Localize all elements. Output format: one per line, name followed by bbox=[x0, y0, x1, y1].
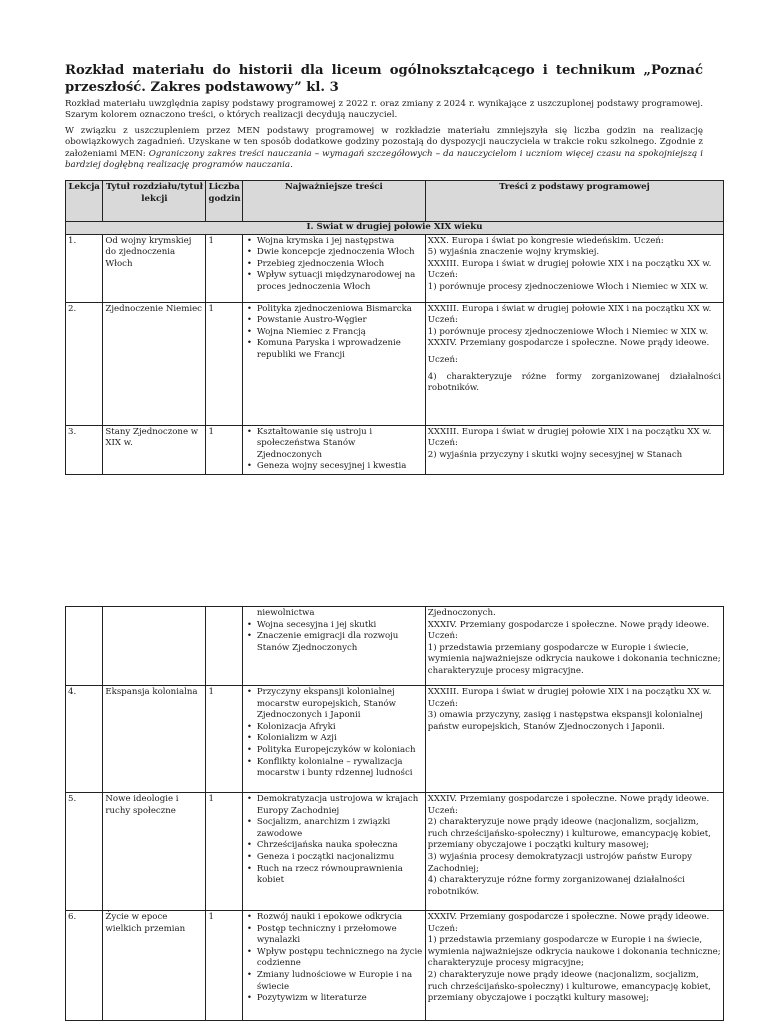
header-hours: Liczba godzin bbox=[206, 181, 242, 222]
header-lesson: Lekcja bbox=[66, 181, 103, 222]
curriculum-line: 4) charakteryzuje różne formy zorganizowanej działalności robotników. bbox=[427, 371, 721, 394]
curriculum-line: Zjednoczonych. bbox=[427, 608, 496, 618]
topic-item: • Wojna secesyjna i jej skutki bbox=[257, 620, 423, 632]
lesson-title: Życie w epoce wielkich przemian bbox=[103, 911, 206, 1021]
curriculum-content bbox=[425, 911, 723, 1021]
lesson-number bbox=[66, 607, 103, 686]
topic-item: • Geneza i początki nacjonalizmu bbox=[257, 852, 423, 864]
topic-continued: niewolnictwa bbox=[256, 608, 315, 618]
table-row bbox=[66, 686, 724, 793]
lesson-hours: 1 bbox=[206, 793, 242, 911]
curriculum-content bbox=[425, 607, 723, 686]
lesson-number: 3. bbox=[66, 425, 103, 474]
main-topics bbox=[242, 234, 425, 302]
lesson-number: 2. bbox=[66, 302, 103, 425]
curriculum-line: 1) przedstawia przemiany gospodarcze w Europie i na świecie, wymienia najważniejsze odkrycia naukowe i dokonania techniczne; charakteryzuje procesy migracyjne; bbox=[427, 935, 721, 969]
table-row bbox=[66, 425, 724, 474]
lesson-hours: 1 bbox=[206, 234, 242, 302]
curriculum-line: 2) charakteryzuje nowe prądy ideowe (nacjonalizm, socjalizm, ruch chrześcijańsko-społeczny) i kulturowe, emancypację kobiet, przemiany obyczajowe i początki kultury masowej; bbox=[427, 969, 711, 1004]
topic-item: • Socjalizm, anarchizm i związki zawodowe bbox=[257, 817, 423, 840]
intro-paragraph-1: Rozkład materiału uwzględnia zapisy podstawy programowej z 2022 r. oraz zmiany z 2024 r. wynikające z uszczuplonej podstawy programowej. Szarym kolorem oznaczono treści, o których realizacji decydują nauczyciel. bbox=[65, 99, 703, 121]
curriculum-content bbox=[425, 234, 723, 302]
curriculum-line: XXXIV. Przemiany gospodarcze i społeczne. Nowe prądy ideowe. Uczeń: bbox=[427, 912, 710, 934]
main-topics bbox=[242, 302, 425, 425]
curriculum-line: 2) charakteryzuje nowe prądy ideowe (nacjonalizm, socjalizm, ruch chrześcijańsko-społeczny) i kulturowe, emancypację kobiet, przemiany obyczajowe i początki kultury masowej; bbox=[427, 817, 711, 851]
lesson-title: Nowe ideologie i ruchy społeczne bbox=[103, 793, 206, 911]
topic-item: • Wpływ postępu technicznego na życie codzienne bbox=[257, 947, 423, 970]
lesson-number: 4. bbox=[66, 686, 103, 793]
lesson-hours: 1 bbox=[206, 302, 242, 425]
lesson-number: 6. bbox=[66, 911, 103, 1021]
topic-list bbox=[245, 912, 423, 1005]
topic-item: • Przebieg zjednoczenia Włoch bbox=[257, 259, 423, 271]
table-row bbox=[66, 911, 724, 1021]
topic-item: • Polityka Europejczyków w koloniach bbox=[257, 745, 423, 757]
lesson-hours bbox=[206, 607, 242, 686]
curriculum-line: XXX. Europa i świat po kongresie wiedeńskim. Uczeń: bbox=[427, 235, 664, 246]
curriculum-line: 1) przedstawia przemiany gospodarcze w Europie i świecie, wymienia najważniejsze odkrycia naukowe i dokonania techniczne; charakteryzuje procesy migracyjne. bbox=[427, 642, 721, 676]
topic-item: • Zmiany ludnościowe w Europie i na świecie bbox=[257, 970, 423, 993]
header-title: Tytuł rozdziału/tytuł lekcji bbox=[103, 181, 206, 222]
lesson-title: Stany Zjednoczone w XIX w. bbox=[103, 425, 206, 474]
section-title: I. Świat w drugiej połowie XIX wieku bbox=[66, 222, 724, 235]
main-topics bbox=[242, 425, 425, 474]
topic-list bbox=[245, 620, 423, 655]
table-row bbox=[66, 302, 724, 425]
curriculum-table-page-2 bbox=[65, 606, 724, 1021]
lesson-hours: 1 bbox=[206, 686, 242, 793]
curriculum-line: XXXIII. Europa i świat w drugiej połowie XIX i na początku XX w. Uczeń: bbox=[427, 303, 712, 326]
header-curriculum: Treści z podstawy programowej bbox=[425, 181, 723, 222]
curriculum-line: XXXIII. Europa i świat w drugiej połowie XIX i na początku XX w. Uczeń: bbox=[427, 687, 712, 709]
curriculum-content bbox=[425, 793, 723, 911]
intro-quote: Ograniczony zakres treści nauczania – wymagań szczegółowych – da nauczycielom i uczniom więcej czasu na spokojniejszą i bardziej dogłębną realizację programów nauczania. bbox=[65, 148, 703, 171]
topic-item: • Wpływ sytuacji międzynarodowej na proces jednoczenia Włoch bbox=[257, 270, 423, 293]
curriculum-line: 1) porównuje procesy zjednoczeniowe Włoch i Niemiec w XIX w. bbox=[427, 326, 709, 337]
topic-item: • Powstanie Austro-Węgier bbox=[257, 315, 423, 327]
topic-item: • Znaczenie emigracji dla rozwoju Stanów Zjednoczonych bbox=[257, 631, 423, 654]
curriculum-line: 5) wyjaśnia znaczenie wojny krymskiej. bbox=[427, 247, 600, 258]
lesson-number: 5. bbox=[66, 793, 103, 911]
curriculum-line: XXXIII. Europa i świat w drugiej połowie XIX i na początku XX w. Uczeń: bbox=[427, 258, 712, 281]
topic-item: • Przyczyny ekspansji kolonialnej mocarstw europejskich, Stanów Zjednoczonych i Japonii bbox=[257, 687, 423, 722]
lesson-hours: 1 bbox=[206, 425, 242, 474]
curriculum-line: XXXIII. Europa i świat w drugiej połowie XIX i na początku XX w. Uczeń: bbox=[427, 426, 712, 449]
topic-item: • Polityka zjednoczeniowa Bismarcka bbox=[257, 304, 423, 316]
lesson-title: Ekspansja kolonialna bbox=[103, 686, 206, 793]
table-header-row bbox=[66, 181, 724, 222]
topic-item: • Postęp techniczny i przełomowe wynalazki bbox=[257, 924, 423, 947]
topic-list bbox=[245, 304, 423, 362]
topic-item: • Wojna krymska i jej następstwa bbox=[257, 236, 423, 248]
lesson-title: Zjednoczenie Niemiec bbox=[103, 302, 206, 425]
curriculum-line: 1) porównuje procesy zjednoczeniowe Włoch i Niemiec w XIX w. bbox=[427, 281, 709, 292]
table-row bbox=[66, 234, 724, 302]
header-main-content: Najważniejsze treści bbox=[242, 181, 425, 222]
topic-item: • Rozwój nauki i epokowe odkrycia bbox=[257, 912, 423, 924]
main-topics bbox=[242, 793, 425, 911]
table-row bbox=[66, 607, 724, 686]
intro-paragraph-2-text: W związku z uszczupleniem przez MEN podstawy programowej w rozkładzie materiału zmniejszyła się liczba godzin na realizację obowiązkowych zagadnień. Uzyskane w ten sposób dodatkowe godziny pozostają do dyspozycji nauczyciela w trakcie roku szkolnego. Zgodnie z założeniami MEN: bbox=[65, 125, 703, 159]
topic-list bbox=[245, 794, 423, 887]
lesson-number: 1. bbox=[66, 234, 103, 302]
topic-item: • Geneza wojny secesyjnej i kwestia bbox=[257, 461, 423, 473]
curriculum-line: 3) wyjaśnia procesy demokratyzacji ustrojów państw Europy Zachodniej; bbox=[427, 851, 693, 874]
curriculum-line: Uczeń: bbox=[427, 354, 458, 365]
topic-item: • Kolonializm w Azji bbox=[257, 733, 423, 745]
table-row bbox=[66, 793, 724, 911]
curriculum-line: 3) omawia przyczyny, zasięg i następstwa ekspansji kolonialnej państw europejskich, Stanów Zjednoczonych i Japonii. bbox=[427, 710, 703, 732]
topic-list bbox=[245, 427, 423, 473]
topic-list bbox=[245, 236, 423, 294]
lesson-hours: 1 bbox=[206, 911, 242, 1021]
curriculum-content bbox=[425, 425, 723, 474]
curriculum-line: 4) charakteryzuje różne formy zorganizowanej działalności robotników. bbox=[427, 875, 685, 897]
topic-list bbox=[245, 687, 423, 780]
lesson-title: Od wojny krymskiej do zjednoczenia Włoch bbox=[103, 234, 206, 302]
topic-item: • Kształtowanie się ustroju i społeczeństwa Stanów Zjednoczonych bbox=[257, 427, 423, 462]
main-topics bbox=[242, 607, 425, 686]
topic-item: • Ruch na rzecz równouprawnienia kobiet bbox=[257, 864, 423, 887]
curriculum-line: XXXIV. Przemiany gospodarcze i społeczne. Nowe prądy ideowe. Uczeń: bbox=[427, 794, 710, 816]
intro-paragraph-2 bbox=[65, 126, 703, 172]
curriculum-table-page-1 bbox=[65, 180, 724, 475]
curriculum-line: XXXIV. Przemiany gospodarcze i społeczne. Nowe prądy ideowe. Uczeń: bbox=[427, 619, 710, 642]
topic-item: • Wojna Niemiec z Francją bbox=[257, 327, 423, 339]
curriculum-content bbox=[425, 302, 723, 425]
topic-item: • Demokratyzacja ustrojowa w krajach Europy Zachodniej bbox=[257, 794, 423, 817]
document-header bbox=[65, 62, 703, 171]
topic-item: • Pozytywizm w literaturze bbox=[257, 993, 423, 1005]
main-topics bbox=[242, 686, 425, 793]
topic-item: • Chrześcijańska nauka społeczna bbox=[257, 840, 423, 852]
section-row bbox=[66, 222, 724, 235]
topic-item: • Komuna Paryska i wprowadzenie republiki we Francji bbox=[257, 338, 423, 361]
topic-item: • Kolonizacja Afryki bbox=[257, 722, 423, 734]
topic-item: • Dwie koncepcje zjednoczenia Włoch bbox=[257, 247, 423, 259]
document-title: Rozkład materiału do historii dla liceum ogólnokształcącego i technikum „Poznać przeszłość. Zakres podstawowy” kl. 3 bbox=[65, 63, 703, 95]
topic-item: • Konflikty kolonialne – rywalizacja mocarstw i bunty rdzennej ludności bbox=[257, 757, 423, 780]
curriculum-line: 2) wyjaśnia przyczyny i skutki wojny secesyjnej w Stanach bbox=[427, 449, 683, 460]
curriculum-content bbox=[425, 686, 723, 793]
lesson-title bbox=[103, 607, 206, 686]
curriculum-line: XXXIV. Przemiany gospodarcze i społeczne. Nowe prądy ideowe. bbox=[427, 338, 710, 349]
main-topics bbox=[242, 911, 425, 1021]
